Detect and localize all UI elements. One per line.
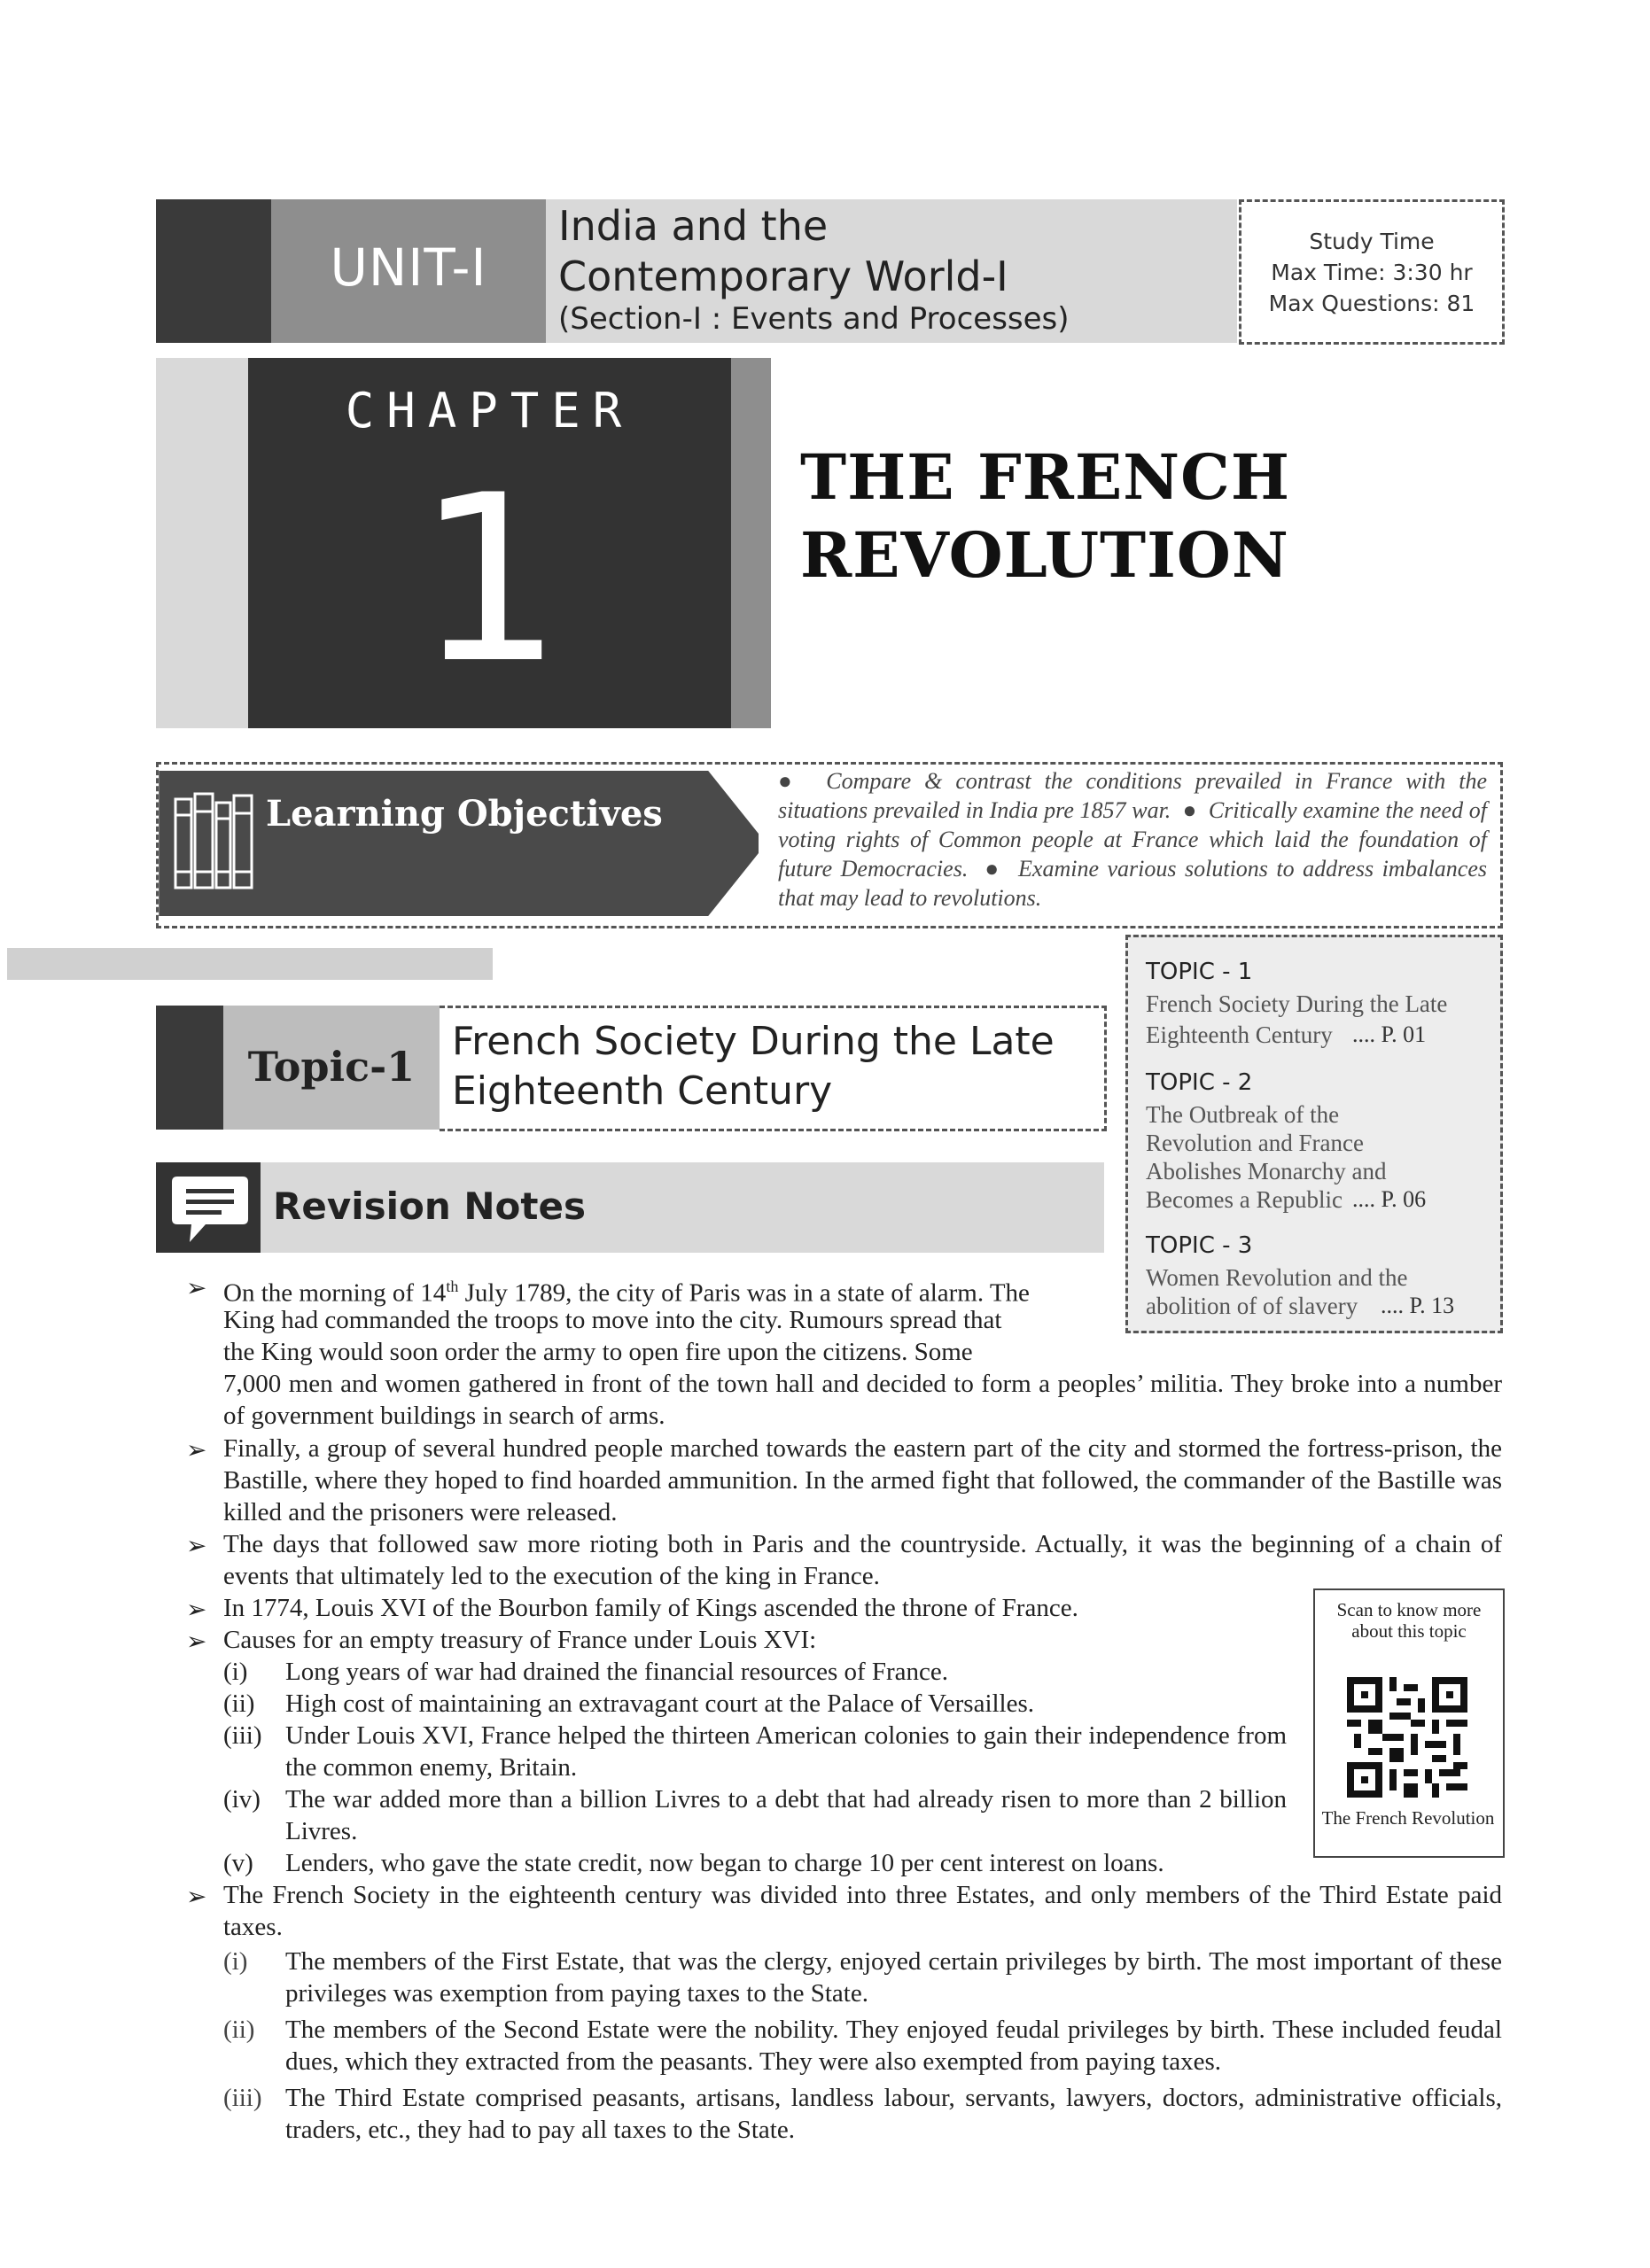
paragraph: In 1774, Louis XVI of the Bourbon family of Kings ascended the throne of France. <box>223 1594 1078 1622</box>
bullet-arrow: ➢ <box>186 1882 207 1911</box>
list-item: Under Louis XVI, France helped the thirteen American colonies to gain their independence from the common enemy, Britain. <box>285 1721 1287 1782</box>
learning-objectives-title: Learning Objectives <box>266 793 663 835</box>
list-item: The members of the First Estate, that was the clergy, enjoyed certain privileges by birth. The most important of these privileges was exemption from paying taxes to the State. <box>285 1947 1502 2008</box>
qr-caption-bottom: The French Revolution <box>1321 1807 1495 1829</box>
toc-page-ref: .... P. 13 <box>1381 1293 1455 1318</box>
qr-caption-top: Scan to know more about this topic <box>1336 1599 1482 1642</box>
topic-title-line1: French Society During the Late <box>452 1019 1055 1064</box>
list-item: The members of the Second Estate were the nobility. They enjoyed feudal privileges by birth. These included feudal dues, which they extracted from the peasants. They were also exempted from paying taxes. <box>285 2016 1502 2076</box>
toc-topic-line: abolition of of slavery .... P. 13 <box>1146 1293 1455 1319</box>
toc-topic-line: Women Revolution and the <box>1146 1264 1408 1291</box>
list-item: The Third Estate comprised peasants, artisans, landless labour, servants, lawyers, doctors, administrative officials, traders, etc., they had to pay all taxes to the State. <box>285 2084 1502 2144</box>
learning-objectives-text <box>778 766 1487 913</box>
list-number: (i) <box>223 1658 248 1686</box>
list-number: (ii) <box>223 2016 255 2044</box>
toc-topic-head: TOPIC - 2 <box>1146 1069 1253 1096</box>
unit-banner-dark-block <box>156 199 271 343</box>
list-item: The war added more than a billion Livres to a debt that had already risen to more than 2 billion Livres. <box>285 1785 1287 1845</box>
learning-objectives-banner <box>156 762 759 925</box>
chapter-right-band <box>731 358 771 728</box>
study-max-time: Max Time: 3:30 hr <box>1271 260 1473 285</box>
toc-topic-head: TOPIC - 1 <box>1146 959 1253 985</box>
toc-topic-line: Abolishes Monarchy and <box>1146 1158 1387 1184</box>
paragraph: The French Society in the eighteenth century was divided into three Estates, and only members of the Third Estate paid taxes. <box>223 1881 1502 1941</box>
list-number: (iii) <box>223 1721 262 1750</box>
study-time-heading: Study Time <box>1309 229 1435 254</box>
study-max-questions: Max Questions: 81 <box>1268 291 1475 316</box>
list-number: (i) <box>223 1947 248 1976</box>
bullet-arrow: ➢ <box>186 1531 207 1560</box>
paragraph-line: King had commanded the troops to move into the city. Rumours spread that <box>223 1306 1002 1334</box>
topic-title-line2: Eighteenth Century <box>452 1068 833 1114</box>
list-item: High cost of maintaining an extravagant court at the Palace of Versailles. <box>285 1689 1035 1718</box>
toc-topic-head: TOPIC - 3 <box>1146 1232 1253 1259</box>
chapter-title <box>800 439 1290 594</box>
chapter-title-line1: THE FRENCH <box>800 440 1291 514</box>
objective-item: Critically examine the need of voting rights of Common people at France which laid the foundation of future Democracies. <box>778 797 1487 882</box>
list-item: Lenders, who gave the state credit, now began to charge 10 per cent interest on loans. <box>285 1849 1164 1877</box>
toc-topic-line: French Society During the Late <box>1146 990 1448 1017</box>
unit-title-line2: Contemporary World-I <box>558 252 1008 300</box>
unit-label: UNIT-I <box>330 237 487 298</box>
objective-item: Compare & contrast the conditions prevailed in France with the situations prevailed in India pre 1857 war. <box>778 768 1487 823</box>
study-time-box <box>1239 199 1505 345</box>
bullet-arrow: ➢ <box>186 1627 207 1656</box>
toc-topic-line: Revolution and France <box>1146 1130 1364 1156</box>
bullet-dot: ● <box>1177 797 1209 823</box>
chapter-title-line2: REVOLUTION <box>800 518 1289 592</box>
topic-dark-block <box>156 1006 223 1130</box>
qr-code-icon <box>1347 1677 1467 1798</box>
paragraph: The days that followed saw more rioting both in Paris and the countryside. Actually, it was the beginning of a chain of events that ultimately led to the execution of the king in France. <box>223 1530 1502 1590</box>
paragraph-line: the King would soon order the army to open fire upon the citizens. Some <box>223 1338 973 1366</box>
list-item: Long years of war had drained the financial resources of France. <box>285 1658 949 1686</box>
toc-page-ref: .... P. 01 <box>1352 1021 1427 1047</box>
chapter-left-band <box>156 358 248 728</box>
paragraph: 7,000 men and women gathered in front of the town hall and decided to form a peoples’ militia. They broke into a number of government buildings in search of arms. <box>223 1370 1502 1430</box>
revision-notes-title: Revision Notes <box>273 1184 586 1228</box>
unit-title-line1: India and the <box>558 202 829 250</box>
bullet-arrow: ➢ <box>186 1595 207 1624</box>
paragraph: Causes for an empty treasury of France under Louis XVI: <box>223 1626 817 1654</box>
chapter-word: CHAPTER <box>345 383 634 439</box>
bullet-dot: ● <box>976 856 1019 882</box>
paragraph-line: On the morning of 14th July 1789, the city of Paris was in a state of alarm. The <box>223 1278 1030 1308</box>
bullet-dot: ● <box>778 768 827 794</box>
objective-item: Examine various solutions to address imbalances that may lead to revolutions. <box>778 856 1487 911</box>
paragraph: Finally, a group of several hundred people marched towards the eastern part of the city and stormed the fortress-prison, the Bastille, where they hoped to find hoarded ammunition. In the armed fight that followed, the commander of the Bastille was killed and the prisoners were released. <box>223 1434 1502 1526</box>
topic-label: Topic-1 <box>247 1043 416 1091</box>
list-number: (v) <box>223 1849 253 1877</box>
chat-bubble-icon <box>165 1168 253 1249</box>
topic-title <box>452 1017 1055 1116</box>
toc-topic-line: The Outbreak of the <box>1146 1101 1340 1128</box>
bullet-arrow: ➢ <box>186 1435 207 1464</box>
unit-subtitle: (Section-I : Events and Processes) <box>558 301 1070 337</box>
chapter-number: 1 <box>416 447 564 714</box>
toc-topic-line: Eighteenth Century .... P. 01 <box>1146 1021 1427 1048</box>
list-number: (ii) <box>223 1689 255 1718</box>
decorative-strip <box>7 948 493 980</box>
list-number: (iv) <box>223 1785 261 1814</box>
list-number: (iii) <box>223 2084 262 2112</box>
toc-topic-line: Becomes a Republic .... P. 06 <box>1146 1186 1427 1213</box>
bullet-arrow: ➢ <box>186 1273 207 1302</box>
toc-page-ref: .... P. 06 <box>1352 1186 1427 1212</box>
